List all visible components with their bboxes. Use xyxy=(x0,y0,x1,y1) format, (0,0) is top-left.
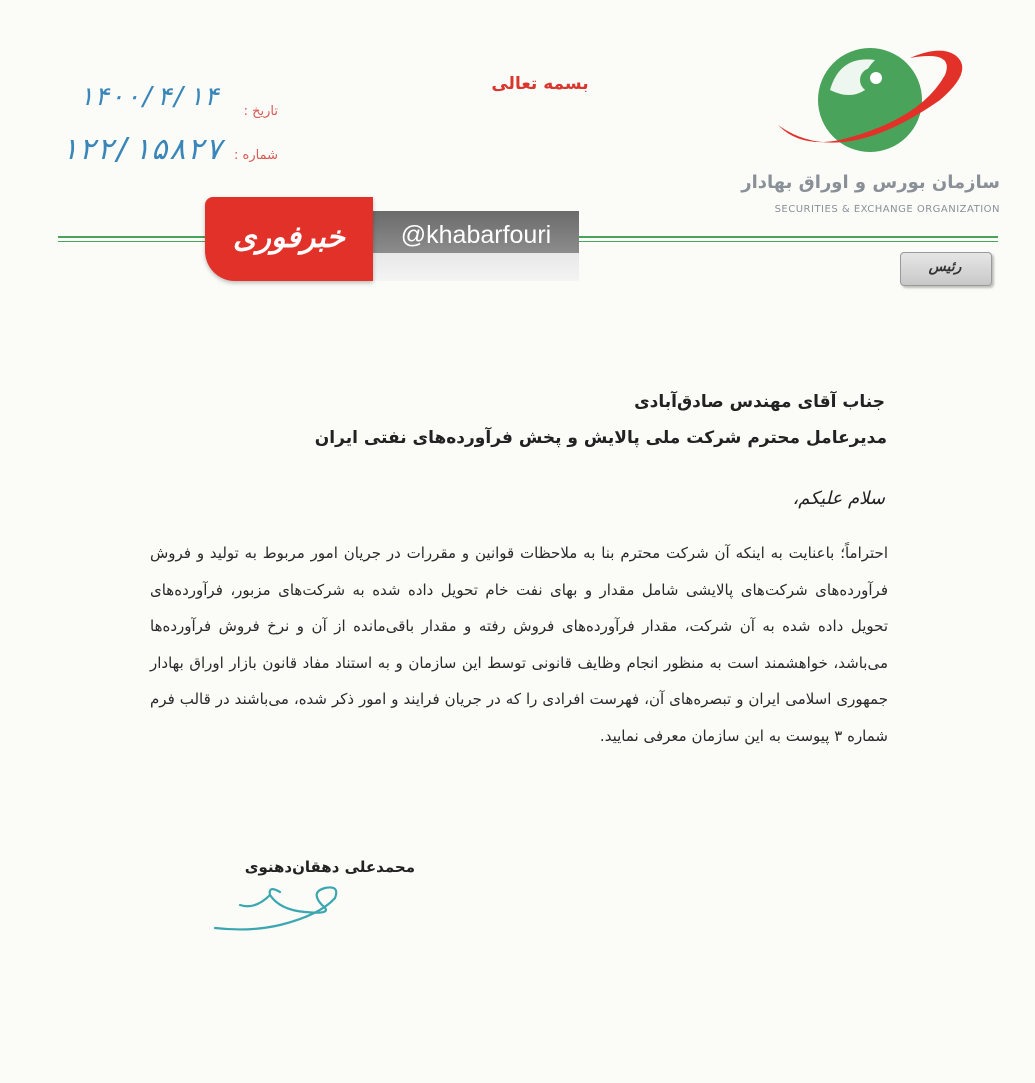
organization-name-en: SECURITIES & EXCHANGE ORGANIZATION xyxy=(774,204,1000,215)
date-label: تاریخ : xyxy=(243,104,278,119)
letter-body-paragraph: احتراماً؛ باعنایت به اینکه آن شرکت محترم بنا به ملاحظات قوانین و مقررات در جریان امور مربوط به تولید و فروش فرآورده‌های شرکت‌های پالایشی شامل مقدار و بهای نفت خام تحویل داده شده به شرکت‌های مزبور، فرآورده‌های تحویل داده شده به آن شرکت، مقدار فرآورده‌های فروش رفته و مقدار باقی‌مانده از آن و نرخ فروش فرآورده‌ها می‌باشد، خواهشمند است به منظور انجام وظایف قانونی توسط این سازمان و به استناد مفاد قانون بازار اوراق بهادار جمهوری اسلامی ایران و تبصره‌های آن، فهرست افرادی را که در جریان فرایند و امور ذکر شده، می‌باشند در قالب فرم شماره ۳ پیوست به این سازمان معرفی نمایید. xyxy=(150,544,888,745)
role-stamp-label: رئیس xyxy=(928,259,962,275)
watermark-handle: @khabarfouri xyxy=(400,221,552,249)
greeting: سلام علیکم، xyxy=(792,488,885,509)
bismillah-heading: بسمه تعالی xyxy=(491,74,589,94)
organization-logo xyxy=(770,30,980,175)
signer-name: محمدعلی دهقان‌دهنوی xyxy=(244,858,415,876)
letter-body xyxy=(150,535,888,754)
handwritten-signature xyxy=(210,870,360,940)
watermark-brand: خبرفوری xyxy=(233,220,345,255)
letter-number-label: شماره : xyxy=(234,148,278,163)
letter-number-value: ۱۲۲/۱۵۸۲۷ xyxy=(60,132,223,167)
date-value: ۱۴۰۰/۴/۱۴ xyxy=(78,82,219,112)
addressee-name: جناب آقای مهندس صادق‌آبادی xyxy=(634,392,885,412)
organization-name-fa: سازمان بورس و اوراق بهادار xyxy=(741,172,1000,193)
addressee-title: مدیرعامل محترم شرکت ملی پالایش و پخش فرآورده‌های نفتی ایران xyxy=(314,428,887,448)
